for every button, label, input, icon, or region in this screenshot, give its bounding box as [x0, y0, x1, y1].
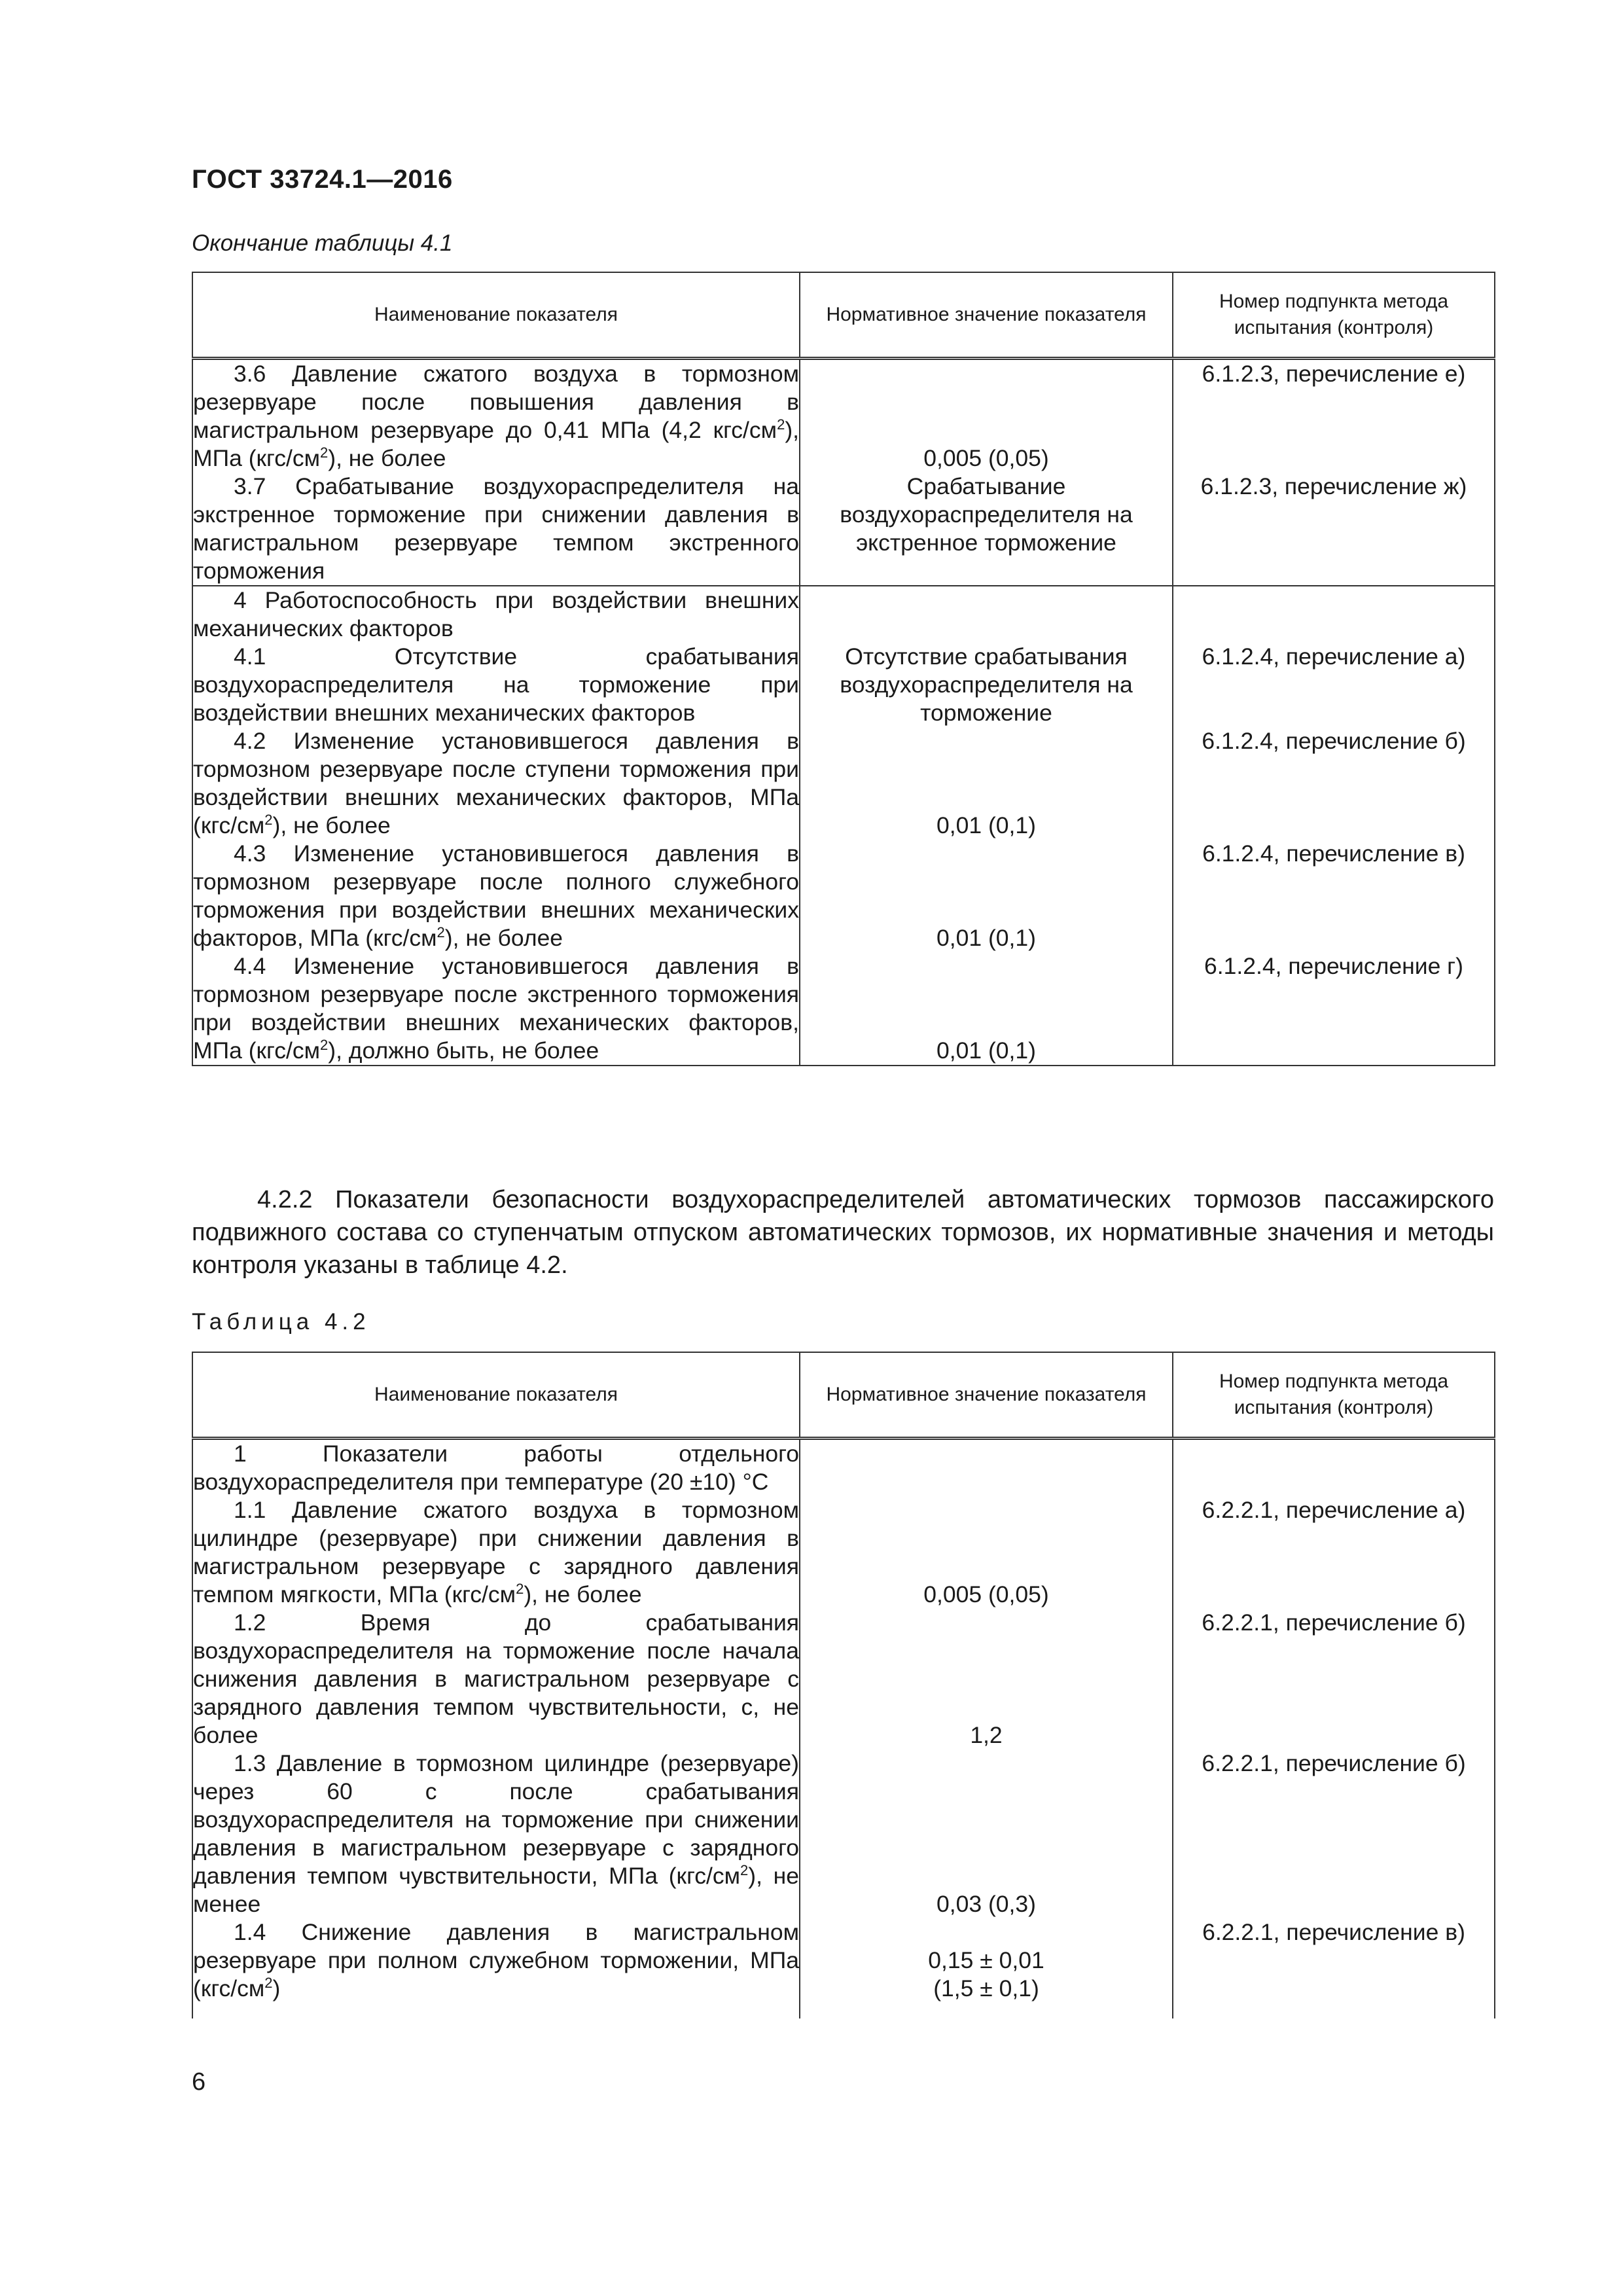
document-id: ГОСТ 33724.1—2016 — [192, 165, 453, 194]
page-number: 6 — [192, 2068, 206, 2096]
row-name: 3.7 Срабатывание воздухораспределителя на экстренное торможение при снижении давления в магистральном резервуаре темпом экстренного торможения — [193, 473, 799, 584]
row-name: 4 Работоспособность при воздействии внешних механических факторов — [193, 587, 799, 641]
column-header-name: Наименование показателя — [192, 272, 800, 359]
row-value: 0,01 (0,1) — [800, 840, 1173, 952]
row-method: 6.1.2.4, перечисление в) — [1173, 840, 1495, 952]
table-row — [192, 1749, 1495, 1918]
table-row — [192, 1439, 1495, 1497]
row-name: 1.1 Давление сжатого воздуха в тормозном цилиндре (резервуаре) при снижении давления в магистральном резервуаре с зарядного давления темпом мягкости, МПа $(кгс/см^2)$, не более — [193, 1497, 799, 1607]
row-method: 6.2.2.1, перечисление а) — [1173, 1496, 1495, 1609]
column-header-value: Нормативное значение показателя — [800, 1352, 1173, 1439]
row-name: 4.4 Изменение установившегося давления в тормозном резервуаре после экстренного торможения при воздействии внешних механических факторов, МПа $(кгс/см^2)$, должно быть, не более — [193, 953, 799, 1064]
row-value: 1,2 — [800, 1609, 1173, 1749]
row-method: 6.1.2.3, перечисление ж) — [1173, 473, 1495, 586]
column-header-method: Номер подпункта метода испытания (контроля) — [1173, 1352, 1495, 1439]
table-row — [192, 643, 1495, 727]
table-header-row — [192, 1352, 1495, 1439]
row-value — [800, 586, 1173, 643]
row-name: 3.6 Давление сжатого воздуха в тормозном резервуаре после повышения давления в магистральном резервуаре до 0,41 МПа (4,2 кгс/$см^2$), МПа $(кгс/см^2)$, не более — [193, 361, 799, 471]
table-4-2 — [192, 1352, 1495, 2018]
column-header-method: Номер подпункта метода испытания (контроля) — [1173, 272, 1495, 359]
row-name: 1.3 Давление в тормозном цилиндре (резервуаре) через 60 с после срабатывания воздухораспределителя на торможение при снижении давления в магистральном резервуаре с зарядного давления темпом чувствительности, МПа $(кгс/см^2)$, не менее — [193, 1750, 799, 1917]
table-header-row — [192, 272, 1495, 359]
table-row — [192, 727, 1495, 840]
row-method: 6.1.2.4, перечисление г) — [1173, 952, 1495, 1066]
row-method: 6.2.2.1, перечисление б) — [1173, 1749, 1495, 1918]
row-value: 0,005 (0,05) — [800, 359, 1173, 473]
row-value: 0,03 (0,3) — [800, 1749, 1173, 1918]
row-method: 6.1.2.3, перечисление е) — [1173, 359, 1495, 473]
paragraph-4-2-2: 4.2.2 Показатели безопасности воздухораспределителей автоматических тормозов пассажирского подвижного состава со ступенчатым отпуском автоматических тормозов, их нормативные значения и методы контроля указаны в таблице 4.2. — [192, 1186, 1494, 1279]
row-name: 4.2 Изменение установившегося давления в тормозном резервуаре после ступени торможения при воздействии внешних механических факторов, МПа $(кгс/см^2)$, не более — [193, 728, 799, 838]
row-name: 1 Показатели работы отдельного воздухораспределителя при температуре (20 ±10) °С — [193, 1441, 799, 1495]
row-method: 6.1.2.4, перечисление а) — [1173, 643, 1495, 727]
row-method: 6.2.2.1, перечисление б) — [1173, 1609, 1495, 1749]
table-row — [192, 840, 1495, 952]
row-value: Отсутствие срабатывания воздухораспределителя на торможение — [800, 643, 1173, 727]
column-header-value: Нормативное значение показателя — [800, 272, 1173, 359]
table-row — [192, 1609, 1495, 1749]
table-row — [192, 1496, 1495, 1609]
row-name: 4.1 Отсутствие срабатывания воздухораспределителя на торможение при воздействии внешних механических факторов — [193, 643, 799, 726]
row-name: 1.2 Время до срабатывания воздухораспределителя на торможение после начала снижения давления в магистральном резервуаре с зарядного давления темпом чувствительности, с, не более — [193, 1609, 799, 1748]
row-method — [1173, 1439, 1495, 1497]
table-row — [192, 586, 1495, 643]
row-method: 6.1.2.4, перечисление б) — [1173, 727, 1495, 840]
row-value: 0,005 (0,05) — [800, 1496, 1173, 1609]
row-method: 6.2.2.1, перечисление в) — [1173, 1918, 1495, 2018]
table-4-1 — [192, 272, 1495, 1066]
row-value: 0,01 (0,1) — [800, 727, 1173, 840]
table-4-1-continuation-caption: Окончание таблицы 4.1 — [192, 230, 453, 256]
column-header-name: Наименование показателя — [192, 1352, 800, 1439]
row-method — [1173, 586, 1495, 643]
row-value: 0,15 ± 0,01 (1,5 ± 0,1) — [800, 1918, 1173, 2018]
row-name: 1.4 Снижение давления в магистральном резервуаре при полном служебном торможении, МПа $(кгс/см^2)$ — [193, 1919, 799, 2001]
row-name: 4.3 Изменение установившегося давления в тормозном резервуаре после полного служебного торможения при воздействии внешних механических факторов, МПа $(кгс/см^2)$, не более — [193, 840, 799, 951]
row-value — [800, 1439, 1173, 1497]
table-row — [192, 473, 1495, 586]
table-row — [192, 1918, 1495, 2018]
row-value: Срабатывание воздухораспределителя на экстренное торможение — [800, 473, 1173, 586]
table-row — [192, 952, 1495, 1066]
table-4-2-caption: Таблица 4.2 — [192, 1309, 370, 1335]
row-value: 0,01 (0,1) — [800, 952, 1173, 1066]
table-row — [192, 359, 1495, 473]
